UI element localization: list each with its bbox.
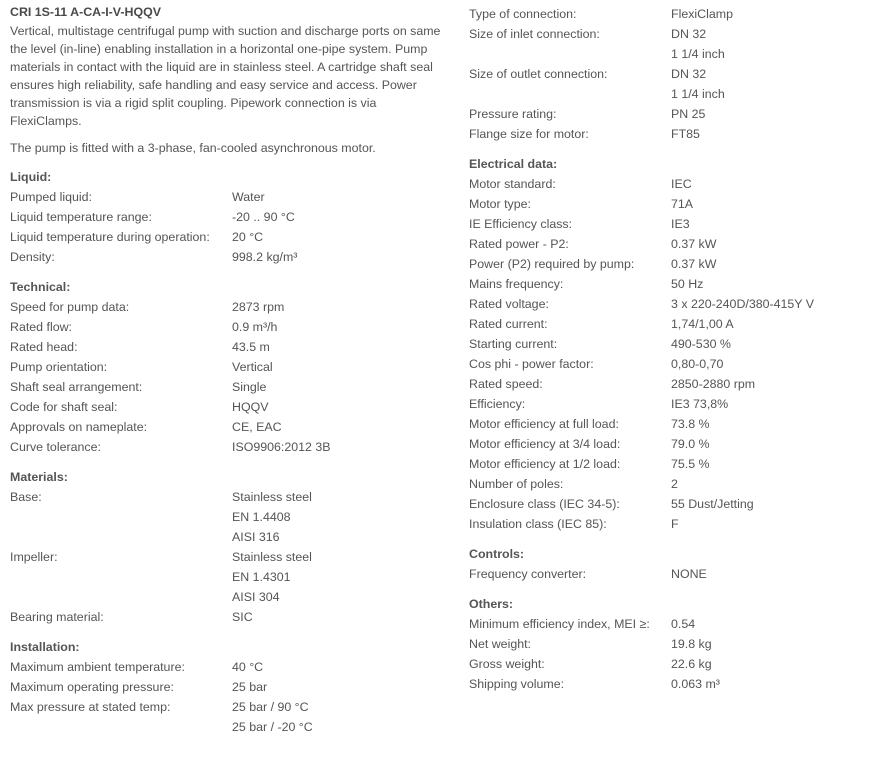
section-heading: Others:	[469, 597, 514, 611]
spec-values	[671, 394, 728, 414]
spec-value: 79.0 %	[671, 437, 710, 451]
spec-value: 25 bar / -20 °C	[232, 720, 313, 734]
spec-values	[232, 187, 265, 207]
spec-row	[10, 357, 450, 377]
section-others	[469, 594, 864, 694]
spec-row	[469, 274, 864, 294]
spec-row	[469, 104, 864, 124]
spec-label: Enclosure class (IEC 34-5):	[469, 497, 620, 511]
spec-values	[232, 247, 297, 267]
spec-values	[232, 487, 312, 547]
spec-label: Pumped liquid:	[10, 190, 92, 204]
spec-row	[10, 417, 450, 437]
section-technical	[10, 277, 450, 457]
spec-values	[671, 634, 712, 654]
section-controls	[469, 544, 864, 584]
spec-value: AISI 316	[232, 530, 280, 544]
spec-label: Size of inlet connection:	[469, 27, 600, 41]
spec-label: Maximum operating pressure:	[10, 680, 174, 694]
spec-value: 22.6 kg	[671, 657, 712, 671]
spec-label: Mains frequency:	[469, 277, 564, 291]
spec-value: 3 x 220-240D/380-415Y V	[671, 297, 815, 311]
spec-value: DN 32	[671, 67, 707, 81]
spec-label: Shaft seal arrangement:	[10, 380, 143, 394]
spec-value: 73.8 %	[671, 417, 710, 431]
spec-label: Starting current:	[469, 337, 558, 351]
spec-label: Approvals on nameplate:	[10, 420, 148, 434]
spec-value: 19.8 kg	[671, 637, 712, 651]
spec-values	[232, 437, 331, 457]
spec-values	[232, 317, 277, 337]
spec-row	[469, 374, 864, 394]
spec-row	[10, 397, 450, 417]
spec-label: Size of outlet connection:	[469, 67, 608, 81]
spec-values	[232, 377, 266, 397]
spec-value: ISO9906:2012 3B	[232, 440, 331, 454]
spec-row	[10, 207, 450, 227]
spec-row	[469, 414, 864, 434]
spec-label: Type of connection:	[469, 7, 577, 21]
spec-value: 0.54	[671, 617, 696, 631]
section-installation	[10, 637, 450, 737]
spec-row	[10, 247, 450, 267]
spec-values	[232, 607, 253, 627]
section-liquid	[10, 167, 450, 267]
left-column	[10, 4, 450, 737]
spec-value: EN 1.4301	[232, 570, 291, 584]
spec-value: EN 1.4408	[232, 510, 291, 524]
spec-row	[10, 657, 450, 677]
spec-row	[10, 437, 450, 457]
spec-values	[232, 397, 269, 417]
spec-value: CE, EAC	[232, 420, 282, 434]
product-title: CRI 1S-11 A-CA-I-V-HQQV	[10, 5, 162, 19]
spec-values	[232, 337, 270, 357]
product-description: Vertical, multistage centrifugal pump with suction and discharge ports on same the level (in-line) enabling installation in a horizontal one-pipe system. Pump materials in contact with the liquid are in stainless steel. A cartridge shaft seal ensures high reliability, safe handling and easy service and access. Power transmission is via a rigid split coupling. Pipework connection is via FlexiClamps.	[10, 24, 441, 128]
spec-values	[671, 214, 690, 234]
spec-row	[469, 254, 864, 274]
spec-label: Motor type:	[469, 197, 531, 211]
section-heading: Materials:	[10, 470, 68, 484]
spec-values	[671, 124, 700, 144]
spec-values	[671, 174, 692, 194]
spec-label: Motor efficiency at full load:	[469, 417, 619, 431]
spec-label: Base:	[10, 490, 42, 504]
spec-label: Number of poles:	[469, 477, 564, 491]
spec-values	[671, 614, 695, 634]
spec-value: 25 bar	[232, 680, 268, 694]
spec-values	[232, 417, 282, 437]
spec-value: HQQV	[232, 400, 269, 414]
spec-row	[10, 697, 450, 737]
spec-values	[671, 24, 725, 64]
spec-values	[671, 454, 710, 474]
spec-value: NONE	[671, 567, 707, 581]
spec-row	[10, 337, 450, 357]
spec-values	[671, 314, 734, 334]
spec-value: 0,80-0,70	[671, 357, 724, 371]
spec-row	[469, 494, 864, 514]
spec-values	[671, 194, 693, 214]
spec-row	[10, 227, 450, 247]
spec-label: Pressure rating:	[469, 107, 557, 121]
spec-value: 1 1/4 inch	[671, 47, 725, 61]
spec-row	[469, 174, 864, 194]
left-spec-sections	[10, 167, 450, 737]
spec-value: 2	[671, 477, 678, 491]
spec-row	[469, 64, 864, 104]
spec-values	[232, 297, 284, 317]
spec-row	[469, 514, 864, 534]
spec-row	[469, 314, 864, 334]
spec-values	[671, 274, 703, 294]
spec-value: 55 Dust/Jetting	[671, 497, 754, 511]
spec-value: 75.5 %	[671, 457, 710, 471]
spec-row	[469, 194, 864, 214]
spec-values	[671, 254, 716, 274]
spec-row	[469, 234, 864, 254]
spec-row	[469, 354, 864, 374]
spec-value: 2873 rpm	[232, 300, 285, 314]
spec-label: Shipping volume:	[469, 677, 565, 691]
spec-values	[232, 227, 263, 247]
spec-value: 43.5 m	[232, 340, 270, 354]
spec-value: 0.9 m³/h	[232, 320, 278, 334]
spec-values	[671, 474, 678, 494]
spec-label: Flange size for motor:	[469, 127, 589, 141]
spec-label: Rated voltage:	[469, 297, 549, 311]
spec-row	[10, 187, 450, 207]
spec-values	[671, 334, 731, 354]
spec-label: Liquid temperature range:	[10, 210, 152, 224]
spec-values	[671, 434, 710, 454]
spec-values	[232, 697, 313, 737]
spec-value: 0.37 kW	[671, 257, 717, 271]
spec-value: AISI 304	[232, 590, 280, 604]
spec-row	[10, 317, 450, 337]
section-heading: Technical:	[10, 280, 71, 294]
spec-label: Rated head:	[10, 340, 78, 354]
spec-label: Bearing material:	[10, 610, 104, 624]
spec-label: Cos phi - power factor:	[469, 357, 594, 371]
spec-row	[10, 487, 450, 547]
spec-values	[671, 374, 755, 394]
spec-row	[469, 614, 864, 634]
spec-value: SIC	[232, 610, 253, 624]
spec-values	[232, 357, 273, 377]
spec-value: Water	[232, 190, 265, 204]
section-heading: Installation:	[10, 640, 80, 654]
spec-values	[671, 494, 754, 514]
spec-values	[671, 104, 705, 124]
spec-row	[469, 334, 864, 354]
spec-row	[469, 654, 864, 674]
spec-value: IEC	[671, 177, 692, 191]
spec-label: Net weight:	[469, 637, 531, 651]
spec-label: Efficiency:	[469, 397, 526, 411]
spec-label: Motor efficiency at 3/4 load:	[469, 437, 621, 451]
spec-row	[10, 377, 450, 397]
section-heading: Electrical data:	[469, 157, 558, 171]
spec-label: Minimum efficiency index, MEI ≥:	[469, 617, 650, 631]
section-heading: Liquid:	[10, 170, 52, 184]
spec-label: Rated power - P2:	[469, 237, 569, 251]
spec-label: Pump orientation:	[10, 360, 108, 374]
spec-row	[10, 297, 450, 317]
spec-row	[469, 674, 864, 694]
spec-values	[671, 414, 710, 434]
spec-value: 71A	[671, 197, 694, 211]
motor-note: The pump is fitted with a 3-phase, fan-cooled asynchronous motor.	[10, 141, 376, 155]
spec-values	[232, 677, 267, 697]
spec-values	[671, 4, 733, 24]
spec-values	[671, 294, 814, 314]
spec-label: Density:	[10, 250, 55, 264]
spec-label: IE Efficiency class:	[469, 217, 573, 231]
spec-value: F	[671, 517, 679, 531]
spec-row	[10, 547, 450, 607]
spec-values	[671, 354, 723, 374]
spec-values	[671, 654, 712, 674]
section-connections	[469, 4, 864, 144]
spec-value: 490-530 %	[671, 337, 731, 351]
spec-value: IE3	[671, 217, 690, 231]
right-column	[469, 4, 864, 694]
spec-label: Code for shaft seal:	[10, 400, 118, 414]
spec-values	[232, 547, 312, 607]
spec-row	[469, 294, 864, 314]
spec-value: 40 °C	[232, 660, 264, 674]
spec-value: FT85	[671, 127, 700, 141]
spec-value: 2850-2880 rpm	[671, 377, 756, 391]
spec-row	[469, 474, 864, 494]
spec-row	[469, 24, 864, 64]
spec-values	[671, 674, 720, 694]
spec-value: PN 25	[671, 107, 706, 121]
section-heading: Controls:	[469, 547, 525, 561]
section-materials	[10, 467, 450, 627]
spec-value: 20 °C	[232, 230, 264, 244]
spec-label: Rated speed:	[469, 377, 543, 391]
spec-label: Maximum ambient temperature:	[10, 660, 185, 674]
spec-label: Gross weight:	[469, 657, 545, 671]
spec-values	[671, 234, 716, 254]
spec-label: Curve tolerance:	[10, 440, 101, 454]
spec-label: Speed for pump data:	[10, 300, 130, 314]
spec-row	[469, 454, 864, 474]
spec-label: Frequency converter:	[469, 567, 587, 581]
spec-value: Single	[232, 380, 267, 394]
spec-row	[469, 124, 864, 144]
spec-value: 998.2 kg/m³	[232, 250, 298, 264]
spec-label: Insulation class (IEC 85):	[469, 517, 607, 531]
spec-values	[671, 564, 707, 584]
spec-label: Liquid temperature during operation:	[10, 230, 210, 244]
spec-label: Max pressure at stated temp:	[10, 700, 171, 714]
spec-value: 25 bar / 90 °C	[232, 700, 309, 714]
spec-row	[469, 394, 864, 414]
spec-label: Rated current:	[469, 317, 548, 331]
spec-value: Vertical	[232, 360, 273, 374]
spec-label: Motor efficiency at 1/2 load:	[469, 457, 621, 471]
spec-value: 1,74/1,00 A	[671, 317, 734, 331]
spec-values	[232, 207, 295, 227]
spec-value: 1 1/4 inch	[671, 87, 725, 101]
spec-label: Impeller:	[10, 550, 58, 564]
spec-row	[469, 564, 864, 584]
spec-values	[671, 514, 679, 534]
spec-value: FlexiClamp	[671, 7, 733, 21]
spec-value: Stainless steel	[232, 490, 312, 504]
spec-row	[10, 607, 450, 627]
spec-value: -20 .. 90 °C	[232, 210, 295, 224]
section-electrical-data	[469, 154, 864, 534]
spec-value: IE3 73,8%	[671, 397, 729, 411]
spec-row	[469, 634, 864, 654]
spec-row	[10, 677, 450, 697]
spec-label: Power (P2) required by pump:	[469, 257, 635, 271]
spec-label: Motor standard:	[469, 177, 556, 191]
spec-value: 0.37 kW	[671, 237, 717, 251]
spec-value: DN 32	[671, 27, 707, 41]
spec-label: Rated flow:	[10, 320, 72, 334]
spec-value: 50 Hz	[671, 277, 704, 291]
spec-value: Stainless steel	[232, 550, 312, 564]
spec-values	[232, 657, 263, 677]
spec-row	[469, 4, 864, 24]
spec-row	[469, 434, 864, 454]
right-spec-sections	[469, 4, 864, 694]
spec-row	[469, 214, 864, 234]
spec-values	[671, 64, 725, 104]
spec-value: 0.063 m³	[671, 677, 720, 691]
